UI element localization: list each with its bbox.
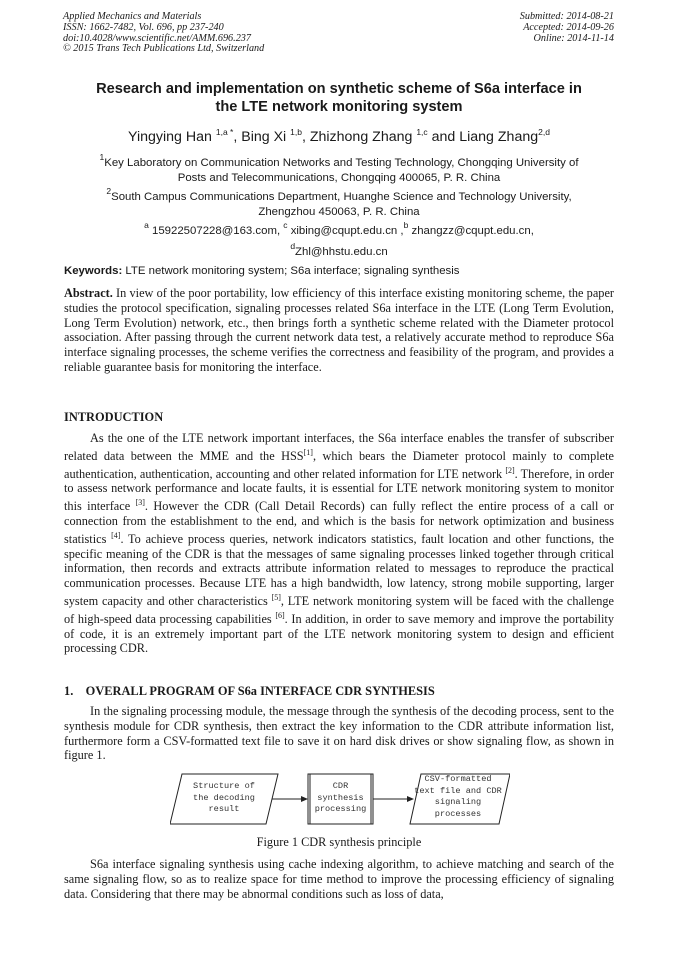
box-text: signaling [434, 797, 482, 808]
citation: [6] [275, 610, 285, 620]
author-name: , Bing Xi [233, 129, 291, 145]
section-1-paragraph: In the signaling processing module, the message through the synthesis of the decoding process, sent to the synthesis module for CDR synthesis, then extract the key information to the CDR attribute information list, furthermore form a CSV-formatted text file to save it on hard disk drives or show signaling flow, as shown in figure 1. [64, 704, 614, 763]
box-text: CDR [332, 781, 349, 791]
process-label [310, 781, 371, 816]
author-sup: 1,c [416, 127, 428, 137]
box-text: processing [314, 804, 367, 815]
email-list [60, 218, 618, 260]
author-sup: 2,d [538, 127, 550, 137]
intro-text: . Therefore, in order to assess network performance and locate faults, it is essential for LTE network monitoring system to monitor this interface [64, 466, 614, 514]
output-label [408, 774, 508, 820]
abstract-text: In view of the poor portability, low efficiency of this interface existing monitoring scheme, the paper studies the protocol specification, signaling processes related S6a interface in the LTE (Long Term Evolution, Long Term Evolution) network, etc., then brings forth a synthetic scheme related with the Diameter protocol association. After passing through the current network data test, a relatively accurate method to reproduce S6a interface signaling processes, the scheme verifies the correctness and feasibility of the program, and provides a reliable guarantee basis for monitoring the interface. [64, 286, 614, 374]
intro-text: , which bears the Diameter protocol mainly to complete authentication, authentication, accounting and other related information for LTE network [64, 448, 615, 481]
intro-text: As the one of the LTE network important interfaces, the S6a interface enables the transfer of subscriber related data between the MME and the HSS [64, 431, 614, 463]
box-text: processes [434, 808, 482, 819]
figure-1-diagram [170, 772, 510, 828]
affiliation-2 [60, 184, 618, 220]
citation: [3] [135, 498, 145, 508]
title-line: the LTE network monitoring system [215, 99, 463, 115]
email-d: Zhl@hhstu.edu.cn [295, 246, 388, 258]
journal-header-right [520, 12, 614, 44]
box-text: CSV-formatted [424, 774, 492, 784]
keywords [64, 264, 616, 278]
section-1-heading: 1. OVERALL PROGRAM OF S6a INTERFACE CDR SYNTHESIS [64, 684, 435, 698]
intro-text: . However the CDR (Call Detail Records) can fully reflect the entire process of a call or connection from the establishment to the end, and which is the basis for network optimization and business statistics [64, 499, 615, 546]
title-line: Research and implementation on synthetic scheme of S6a interface in [96, 81, 582, 97]
affiliation-line: Zhengzhou 450063, P. R. China [258, 206, 420, 218]
email-sup: a [144, 220, 149, 230]
affiliation-sup: 2 [106, 186, 112, 196]
email-a: 15922507228@163.com, [148, 225, 284, 237]
email-b: zhangzz@cqupt.edu.cn, [408, 225, 534, 237]
intro-text: . To achieve process queries, network indicators statistics, fault location and other functions, the specific meaning of the CDR is that the messages of same signaling processes linked together through critical information, then records and extracts attribute information related to messages to reproduce the practical communication processes. Because LTE has a high bandwidth, low latency, strong mobile supporting, larger system capacity and other characteristics [64, 531, 614, 608]
author-sup: 1,a * [215, 127, 234, 137]
box-text: Structure of [193, 781, 255, 791]
email-sup: d [290, 241, 296, 251]
email-c: xibing@cqupt.edu.cn , [287, 225, 404, 237]
introduction-heading: INTRODUCTION [64, 410, 164, 424]
citation: [2] [505, 465, 515, 475]
affiliation-1 [60, 150, 618, 186]
input-label [178, 781, 270, 816]
introduction-paragraph [64, 431, 614, 656]
affiliation-sup: 1 [99, 152, 105, 162]
citation: [4] [111, 530, 121, 540]
affiliation-line: South Campus Communications Department, Huanghe Science and Technology University, [111, 191, 572, 203]
intro-text: . In addition, in order to save memory and improve the portability of code, it is an extremely important part of the LTE network monitoring system to design and efficient processing CDR. [64, 611, 615, 656]
accepted-date: Accepted: 2014-09-26 [523, 21, 614, 33]
email-sup: c [283, 220, 288, 230]
citation: [5] [271, 592, 281, 602]
keywords-text: LTE network monitoring system; S6a interface; signaling synthesis [122, 265, 460, 277]
issn-line: ISSN: 1662-7482, Vol. 696, pp 237-240 [63, 21, 224, 33]
journal-name: Applied Mechanics and Materials [63, 11, 202, 22]
body-paragraph: S6a interface signaling synthesis using cache indexing algorithm, to achieve matching and search of the same signaling flow, so as to realize space for time method to improve the processing efficiency of signaling data. Considering that there may be abnormal conditions such as loss of data, [64, 857, 614, 901]
journal-header-left [63, 12, 264, 55]
abstract [64, 286, 614, 375]
email-sup: b [403, 220, 409, 230]
author-sup: 1,b [290, 127, 302, 137]
affiliation-line: Posts and Telecommunications, Chongqing 400065, P. R. China [177, 172, 501, 184]
affiliation-line: Key Laboratory on Communication Networks and Testing Technology, Chongqing University of [104, 157, 579, 169]
doi-line: doi:10.4028/www.scientific.net/AMM.696.237 [63, 32, 251, 44]
copyright-line: © 2015 Trans Tech Publications Ltd, Switzerland [63, 43, 265, 55]
author-name: and Liang Zhang [427, 129, 539, 145]
box-text: result [208, 804, 240, 815]
submitted-date: Submitted: 2014-08-21 [519, 11, 614, 22]
figure-1-caption: Figure 1 CDR synthesis principle [256, 835, 422, 849]
author-name: , Zhizhong Zhang [301, 129, 417, 145]
box-text: synthesis [317, 792, 364, 803]
citation: [1] [303, 447, 313, 457]
box-text: text file and CDR [414, 785, 502, 796]
author-name: Yingying Han [128, 129, 216, 145]
paper-title [40, 80, 638, 116]
abstract-label: Abstract. [64, 286, 113, 300]
box-text: the decoding [193, 792, 255, 803]
intro-text: , LTE network monitoring system will be faced with the challenge of high-speed data processing capabilities [64, 593, 614, 626]
author-list [40, 123, 638, 146]
online-date: Online: 2014-11-14 [533, 32, 614, 44]
keywords-label: Keywords: [64, 265, 123, 277]
